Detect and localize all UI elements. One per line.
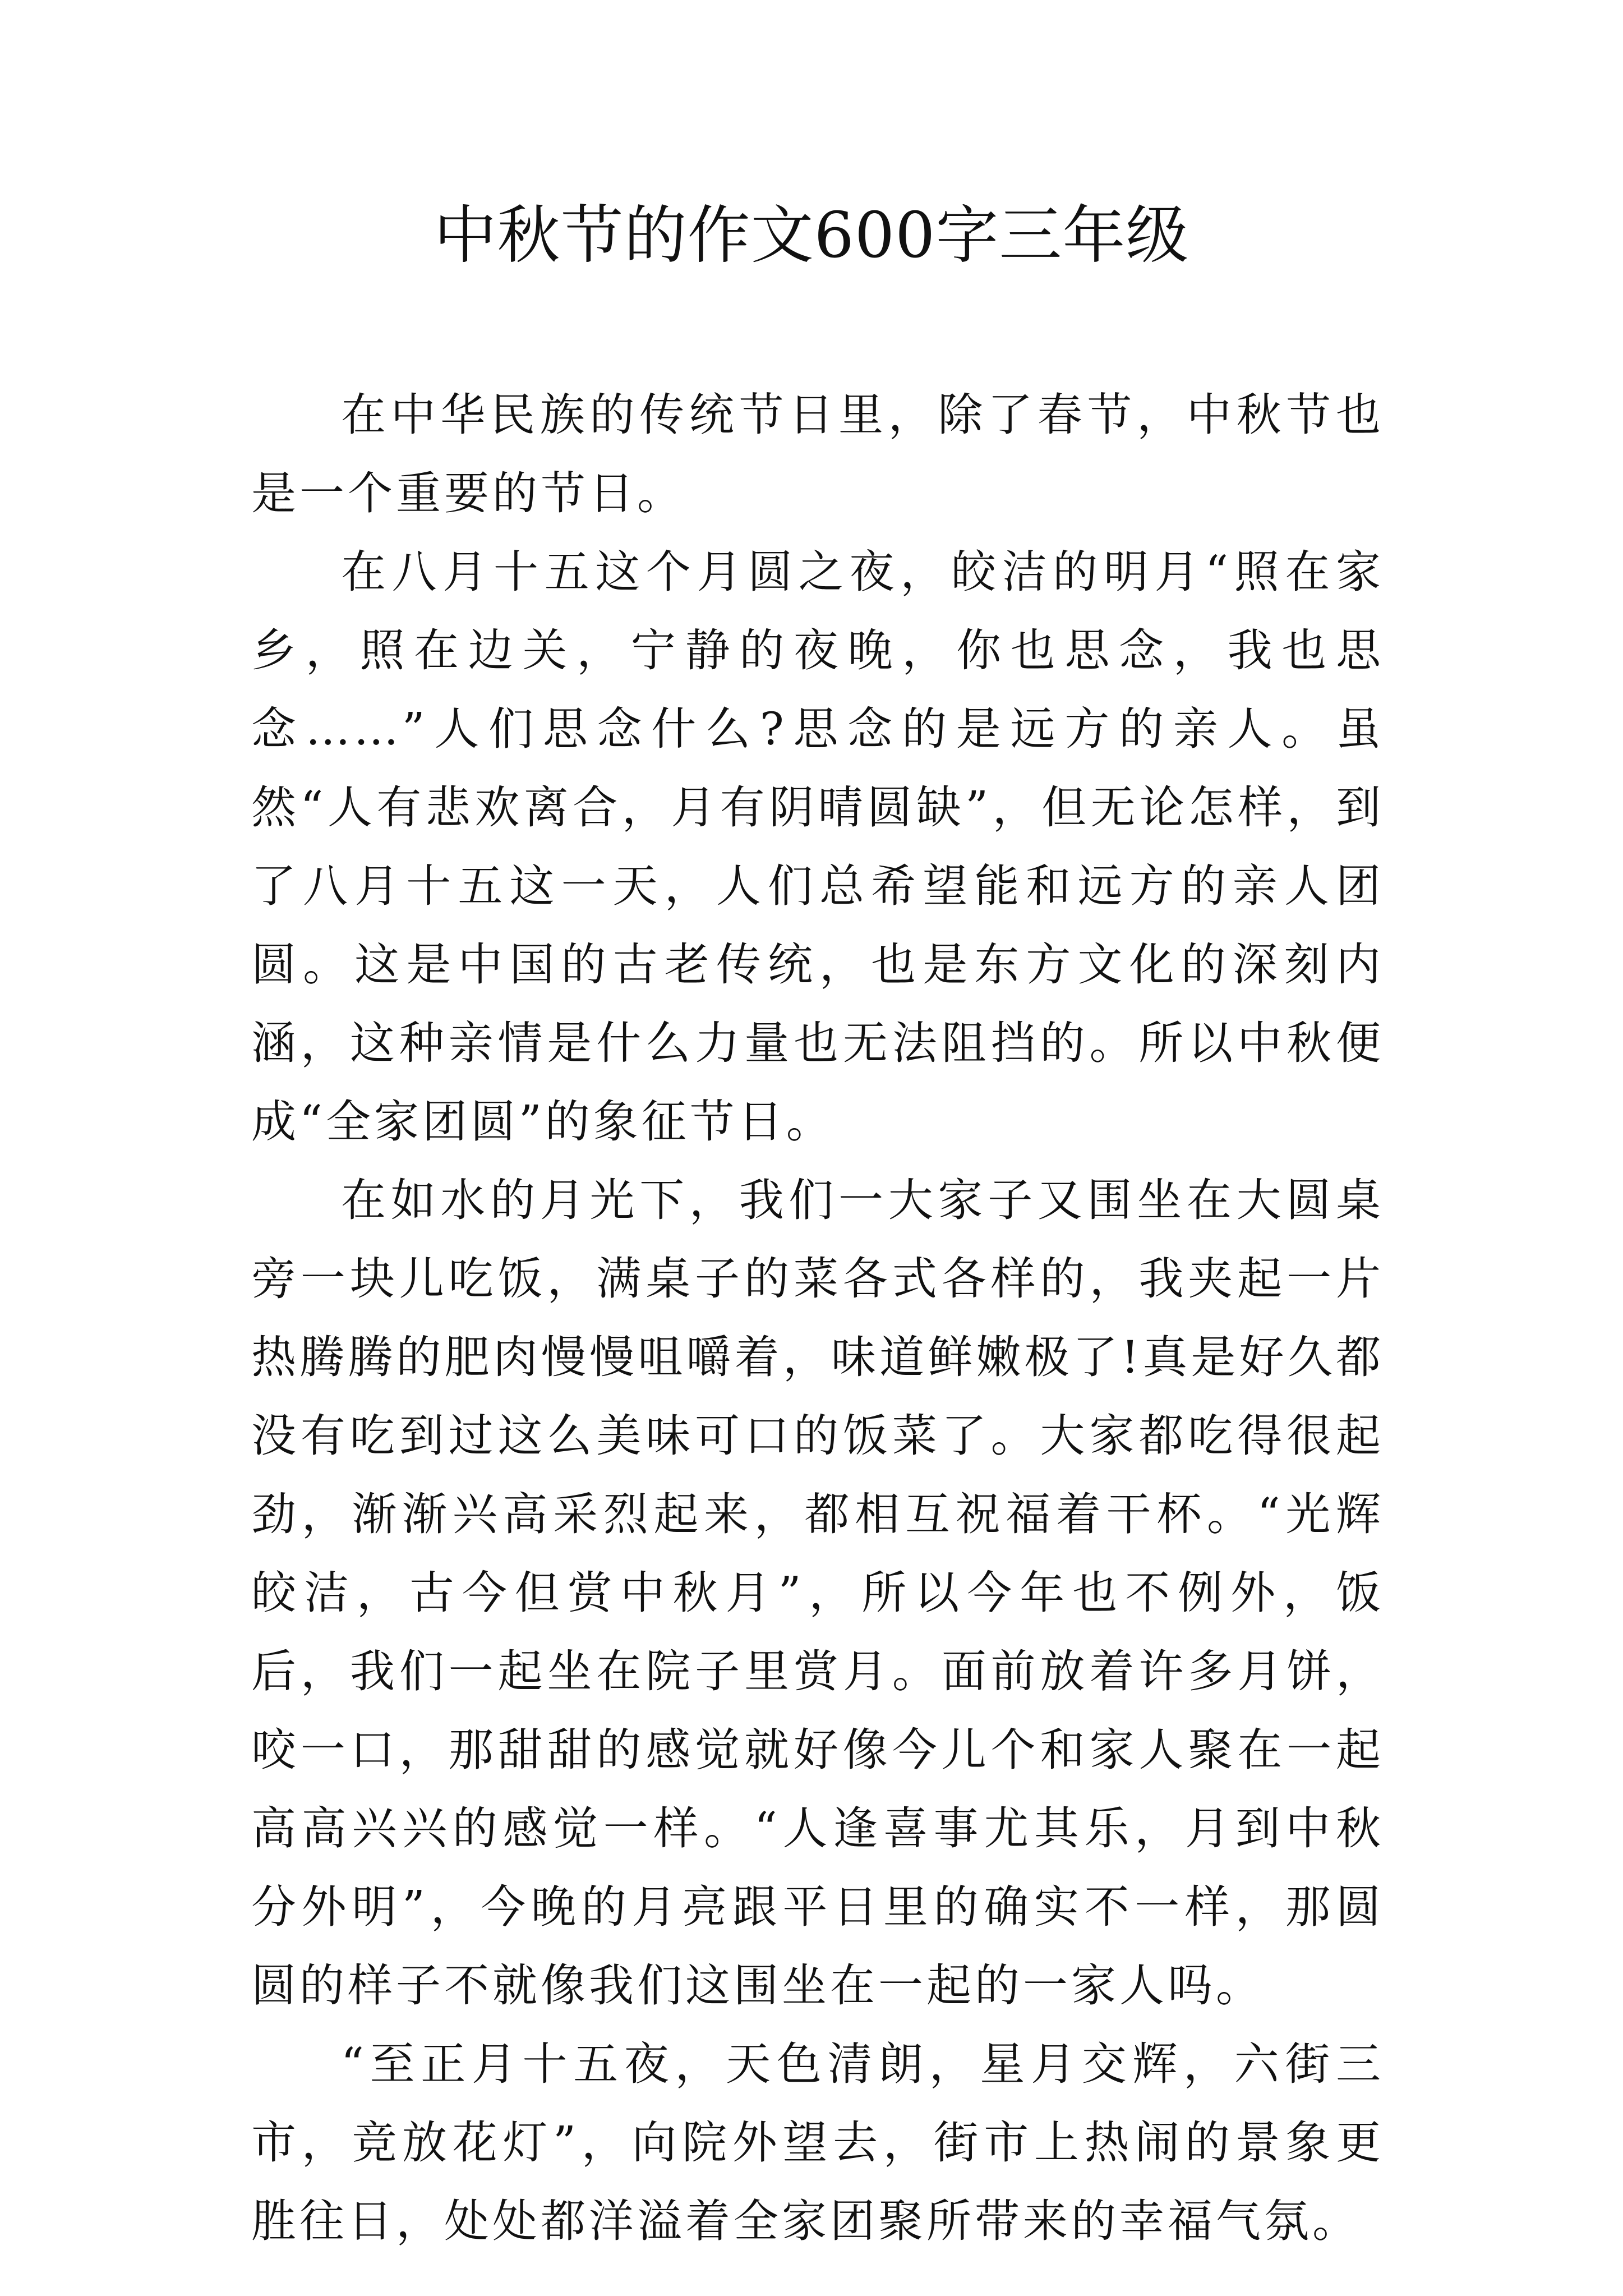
paragraph-2: 在八月十五这个月圆之夜，皎洁的明月“照在家乡，照在边关，宁静的夜晚，你也思念，我也思念……”人们思念什么?思念的是远方的亲人。虽然“人有悲欢离合，月有阴晴圆缺”，但无论怎样，到了八月十五这一天，人们总希望能和远方的亲人团圆。这是中国的古老传统，也是东方文化的深刻内涵，这种亲情是什么力量也无法阻挡的。所以中秋便成“全家团圆”的象征节日。	[251, 546, 1384, 1148]
document-title: 中秋节的作文600字三年级	[434, 199, 1189, 272]
paragraph-4: “至正月十五夜，天色清朗，星月交辉，六街三市，竞放花灯”，向院外望去，街市上热闹的景象更胜往日，处处都洋溢着全家团聚所带来的幸福气氛。	[251, 2038, 1384, 2247]
paragraph-1: 在中华民族的传统节日里，除了春节，中秋节也是一个重要的节日。	[251, 389, 1384, 519]
document-body	[251, 376, 1384, 2261]
paragraph-3: 在如水的月光下，我们一大家子又围坐在大圆桌旁一块儿吃饭，满桌子的菜各式各样的，我夹起一片热腾腾的肥肉慢慢咀嚼着，味道鲜嫩极了!真是好久都没有吃到过这么美味可口的饭菜了。大家都吃得很起劲，渐渐兴高采烈起来，都相互祝福着干杯。“光辉皎洁，古今但赏中秋月”，所以今年也不例外，饭后，我们一起坐在院子里赏月。面前放着许多月饼，咬一口，那甜甜的感觉就好像今儿个和家人聚在一起高高兴兴的感觉一样。“人逢喜事尤其乐，月到中秋分外明”，今晚的月亮跟平日里的确实不一样，那圆圆的样子不就像我们这围坐在一起的一家人吗。	[251, 1174, 1384, 2012]
